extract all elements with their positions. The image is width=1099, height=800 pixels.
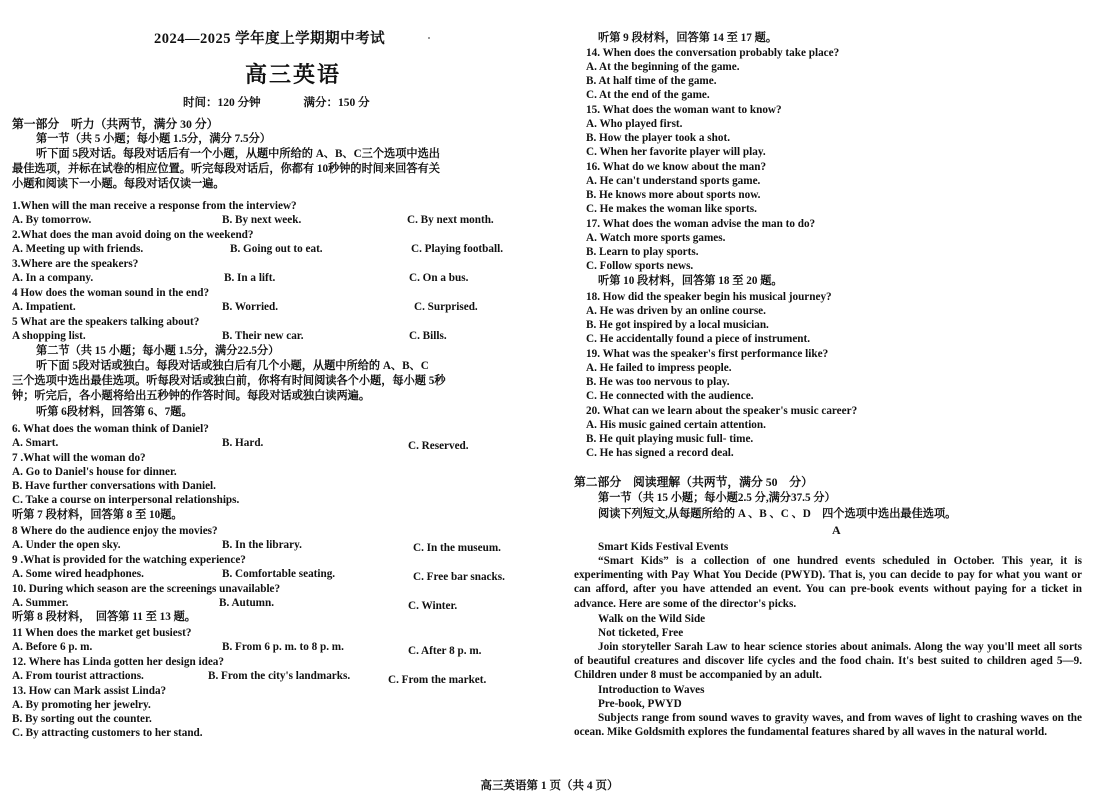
option-b: B. Comfortable seating. xyxy=(222,568,336,580)
option-c: C. By next month. xyxy=(407,214,494,226)
option-b: B. In the library. xyxy=(222,539,302,551)
option-b: B. Learn to play sports. xyxy=(586,246,699,258)
question-stem: 19. What was the speaker's first performance like? xyxy=(586,348,829,360)
option-c: C. Playing football. xyxy=(411,243,503,255)
option-a: A. At the beginning of the game. xyxy=(586,61,740,73)
event-description: Subjects range from sound waves to gravity waves, and from waves of light to crashing waves on the ocean. Mike Goldsmith explores the fundamental features shared by all waves in the natural world. xyxy=(574,712,1082,739)
sec1-title: 第一节（共 5 小题；每小题 1.5分，满分 7.5分） xyxy=(36,133,271,145)
question-stem: 5 What are the speakers talking about? xyxy=(12,316,200,328)
option-a: A. Before 6 p. m. xyxy=(12,641,93,653)
option-b: B. How the player took a shot. xyxy=(586,132,730,144)
material-heading: 听第 6段材料，回答第 6、7题。 xyxy=(36,406,193,418)
question-stem: 11 When does the market get busiest? xyxy=(12,627,192,639)
question-stem: 7 .What will the woman do? xyxy=(12,452,146,464)
question-stem: 18. How did the speaker begin his musical journey? xyxy=(586,291,832,303)
option-b: B. By sorting out the counter. xyxy=(12,713,152,725)
option-a: A. Some wired headphones. xyxy=(12,568,144,580)
question-stem: 20. What can we learn about the speaker's music career? xyxy=(586,405,858,417)
passage-label: A xyxy=(832,523,841,537)
option-c: C. In the museum. xyxy=(413,542,501,554)
material-heading: 听第 9 段材料，回答第 14 至 17 题。 xyxy=(598,32,778,44)
part2-sec1-title: 第一节（共 15 小题；每小题2.5 分,满分37.5 分） xyxy=(598,492,836,504)
sec1-instruction: 小题和阅读下一小题。每段对话仅读一遍。 xyxy=(12,178,225,190)
passage-paragraph: “Smart Kids” is a collection of one hundred events scheduled in October. This year, it is experimenting with Pay What You Decide (PWYD). That is, you can decide to pay for what you want or can afford, after you have attended an event. You can pre-book events without paying for a ticket in advance. Here are some of the director's picks. xyxy=(574,555,1082,610)
question-stem: 12. Where has Linda gotten her design idea? xyxy=(12,656,224,668)
question-stem: 15. What does the woman want to know? xyxy=(586,104,782,116)
passage-title: Smart Kids Festival Events xyxy=(598,541,729,553)
question-stem: 17. What does the woman advise the man to do? xyxy=(586,218,816,230)
option-a: A. Smart. xyxy=(12,437,59,449)
part2-title: 第二部分 阅读理解（共两节，满分 50 分） xyxy=(574,475,813,489)
option-c: C. After 8 p. m. xyxy=(408,645,482,657)
option-b: B. Worried. xyxy=(222,301,279,313)
option-b: B. Their new car. xyxy=(222,330,304,342)
option-a: A. He failed to impress people. xyxy=(586,362,732,374)
sec2-instruction: 钟；听完后，各小题将给出五秒钟的作答时间。每段对话或独白读两遍。 xyxy=(12,390,371,402)
sec2-instruction: 听下面 5段对话或独白。每段对话或独白后有几个小题，从题中所给的 A、B、C xyxy=(36,360,429,372)
option-c: C. He connected with the audience. xyxy=(586,390,754,402)
exam-time: 时间：120 分钟 xyxy=(183,97,261,109)
sec1-instruction: 听下面 5段对话。每段对话后有一个小题，从题中所给的 A、B、C三个选项中选出 xyxy=(36,148,440,160)
option-b: B. From the city's landmarks. xyxy=(208,670,351,682)
event-subtitle: Not ticketed, Free xyxy=(598,627,684,639)
option-a: A. He was driven by an online course. xyxy=(586,305,766,317)
option-c: C. He makes the woman like sports. xyxy=(586,203,757,215)
part1-title: 第一部分 听力（共两节，满分 30 分） xyxy=(12,117,219,131)
option-c: C. He accidentally found a piece of instrument. xyxy=(586,333,811,345)
question-stem: 16. What do we know about the man? xyxy=(586,161,767,173)
event-title: Walk on the Wild Side xyxy=(598,613,706,625)
sec2-title: 第二节（共 15 小题；每小题 1.5分，满分22.5分） xyxy=(36,345,280,357)
option-a: A. Watch more sports games. xyxy=(586,232,726,244)
question-stem: 9 .What is provided for the watching experience? xyxy=(12,554,246,566)
option-c: C. Take a course on interpersonal relationships. xyxy=(12,494,240,506)
option-c: C. Surprised. xyxy=(414,301,478,313)
option-b: B. In a lift. xyxy=(224,272,276,284)
option-a: A. In a company. xyxy=(12,272,94,284)
option-b: B. Hard. xyxy=(222,437,264,449)
material-heading: 听第 8 段材料， 回答第 11 至 13 题。 xyxy=(12,611,196,623)
material-heading: 听第 7 段材料，回答第 8 至 10题。 xyxy=(12,509,183,521)
option-a: A shopping list. xyxy=(12,330,86,342)
question-stem: 6. What does the woman think of Daniel? xyxy=(12,423,209,435)
option-a: A. By tomorrow. xyxy=(12,214,92,226)
option-b: B. He quit playing music full- time. xyxy=(586,433,754,445)
option-a: A. Who played first. xyxy=(586,118,683,130)
option-a: A. Meeting up with friends. xyxy=(12,243,144,255)
subject-title: 高三英语 xyxy=(245,62,342,87)
option-c: C. At the end of the game. xyxy=(586,89,710,101)
option-c: C. He has signed a record deal. xyxy=(586,447,734,459)
option-a: A. He can't understand sports game. xyxy=(586,175,761,187)
option-c: C. On a bus. xyxy=(409,272,469,284)
exam-meta xyxy=(183,94,410,110)
question-stem: 8 Where do the audience enjoy the movies? xyxy=(12,525,218,537)
question-stem: 13. How can Mark assist Linda? xyxy=(12,685,167,697)
scan-speck xyxy=(428,37,430,39)
part2-instruction: 阅读下列短文,从每题所给的 A 、B 、C 、D 四个选项中选出最佳选项。 xyxy=(598,508,957,520)
event-title: Introduction to Waves xyxy=(598,684,705,696)
question-stem: 2.What does the man avoid doing on the weekend? xyxy=(12,229,254,241)
question-stem: 1.When will the man receive a response from the interview? xyxy=(12,200,297,212)
question-stem: 4 How does the woman sound in the end? xyxy=(12,287,210,299)
option-c: C. By attracting customers to her stand. xyxy=(12,727,203,739)
option-c: C. Winter. xyxy=(408,600,458,612)
question-stem: 10. During which season are the screenings unavailable? xyxy=(12,583,281,595)
option-a: A. From tourist attractions. xyxy=(12,670,144,682)
option-b: B. Going out to eat. xyxy=(230,243,323,255)
option-b: B. At half time of the game. xyxy=(586,75,717,87)
exam-title: 2024—2025 学年度上学期期中考试 xyxy=(154,31,386,47)
option-a: A. Impatient. xyxy=(12,301,76,313)
option-b: B. Autumn. xyxy=(219,597,275,609)
material-heading: 听第 10 段材料，回答第 18 至 20 题。 xyxy=(598,275,783,287)
option-c: C. Bills. xyxy=(409,330,447,342)
page-footer: 高三英语第 1 页（共 4 页） xyxy=(480,780,619,792)
option-a: A. Under the open sky. xyxy=(12,539,121,551)
option-b: B. By next week. xyxy=(222,214,302,226)
option-b: B. Have further conversations with Daniel. xyxy=(12,480,216,492)
event-description: Join storyteller Sarah Law to hear science stories about animals. Along the way you'll meet all sorts of beautiful creatures and discover life cycles and the food chain. It's best suited to children aged 5—9. Children under 8 must be accompanied by an adult. xyxy=(574,641,1082,682)
question-stem: 14. When does the conversation probably take place? xyxy=(586,47,840,59)
question-stem: 3.Where are the speakers? xyxy=(12,258,139,270)
sec2-instruction: 三个选项中选出最佳选项。听每段对话或独白前，你将有时间阅读各个小题，每小题 5秒 xyxy=(12,375,446,387)
option-a: A. Summer. xyxy=(12,597,69,609)
event-subtitle: Pre-book, PWYD xyxy=(598,698,682,710)
option-c: C. From the market. xyxy=(388,674,487,686)
option-b: B. He was too nervous to play. xyxy=(586,376,730,388)
exam-score: 满分：150 分 xyxy=(303,97,370,109)
option-a: A. His music gained certain attention. xyxy=(586,419,766,431)
option-a: A. Go to Daniel's house for dinner. xyxy=(12,466,177,478)
option-b: B. He knows more about sports now. xyxy=(586,189,761,201)
option-b: B. From 6 p. m. to 8 p. m. xyxy=(222,641,344,653)
option-c: C. When her favorite player will play. xyxy=(586,146,766,158)
option-b: B. He got inspired by a local musician. xyxy=(586,319,769,331)
option-c: C. Free bar snacks. xyxy=(413,571,505,583)
option-c: C. Follow sports news. xyxy=(586,260,694,272)
sec1-instruction: 最佳选项，并标在试卷的相应位置。听完每段对话后，你都有 10秒钟的时间来回答有关 xyxy=(12,163,440,175)
option-a: A. By promoting her jewelry. xyxy=(12,699,151,711)
option-c: C. Reserved. xyxy=(408,440,469,452)
